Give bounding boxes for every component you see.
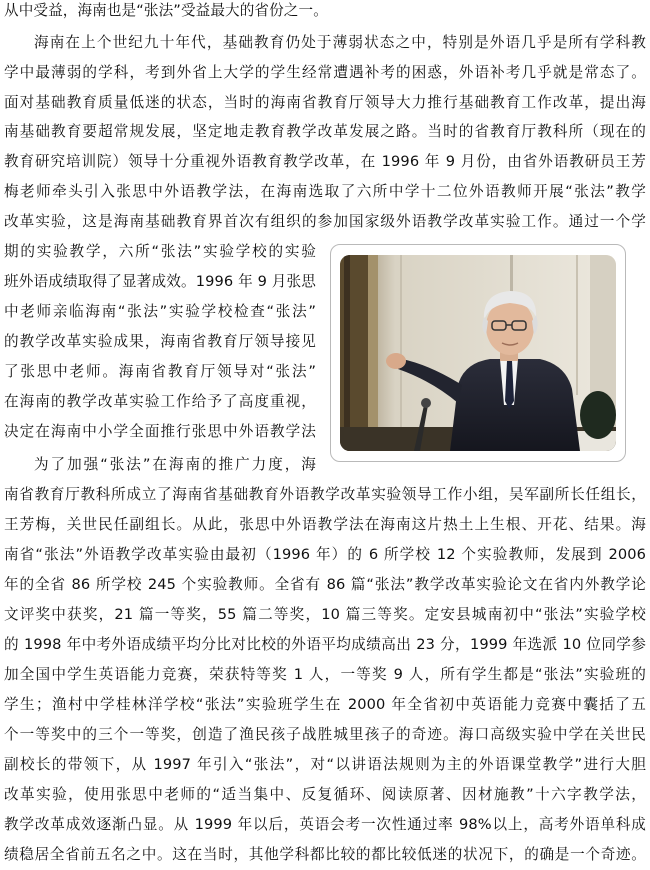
paragraph-line: 学中最薄弱的学科，考到外省上大学的学生经常遭遇补考的困惑，外语补考几乎就是常态了。 bbox=[4, 64, 646, 81]
paragraph-line: 中老师亲临海南“张法”实验学校检查“张法” bbox=[4, 303, 316, 320]
paragraph-line: 王芳梅，关世民任副组长。从此，张思中外语教学法在海南这片热土上生根、开花、结果。海 bbox=[4, 516, 646, 533]
paragraph-line: 的 1998 年中考外语成绩平均分比对比校的外语平均成绩高出 23 分，1999 年选派 10 位同学参 bbox=[4, 636, 646, 653]
paragraph-line: 了张思中老师。海南省教育厅领导对“张法” bbox=[4, 363, 316, 380]
paragraph-line: 副校长的带领下，从 1997 年引入“张法”，对“以讲语法规则为主的外语课堂教学”进行大胆 bbox=[4, 756, 646, 773]
paragraph-line: 南基础教育要超常规发展，坚定地走教育教学改革发展之路。当时的省教育厅教科所（现在的 bbox=[4, 123, 646, 140]
paragraph-line: 面对基础教育质量低迷的状态，当时的海南省教育厅领导大力推行基础教育工作改革，提出海 bbox=[4, 94, 646, 111]
paragraph-line: 年的全省 86 所学校 245 个实验教师。全省有 86 篇“张法”教学改革实验论文在省内外教学论 bbox=[4, 576, 646, 593]
paragraph-line: 加全国中学生英语能力竞赛，荣获特等奖 1 人，一等奖 9 人，所有学生都是“张法”实验班的 bbox=[4, 666, 646, 683]
paragraph-line: 学生；渔村中学桂林洋学校“张法”实验班学生在 2000 年全省初中英语能力竞赛中囊括了五 bbox=[4, 696, 646, 713]
paragraph-line: 海南在上个世纪九十年代，基础教育仍处于薄弱状态之中，特别是外语几乎是所有学科教 bbox=[34, 34, 646, 51]
paragraph-line: 为了加强“张法”在海南的推广力度，海 bbox=[34, 456, 316, 473]
paragraph-line: 从中受益，海南也是“张法”受益最大的省份之一。 bbox=[4, 2, 328, 19]
paragraph-line: 的教学改革实验成果，海南省教育厅领导接见 bbox=[4, 333, 316, 350]
paragraph-line: 绩稳居全省前五名之中。这在当时，其他学科都比较的都比较低迷的状况下，的确是一个奇迹。 bbox=[4, 846, 646, 863]
paragraph-line: 文评奖中获奖，21 篇一等奖，55 篇二等奖，10 篇三等奖。定安县城南初中“张法”实验学校 bbox=[4, 606, 646, 623]
paragraph-line: 改革实验，使用张思中老师的“适当集中、反复循环、阅读原著、因材施教”十六字教学法， bbox=[4, 786, 646, 803]
paragraph-line: 教育研究培训院）领导十分重视外语教育教学改革，在 1996 年 9 月份，由省外语教研员王芳 bbox=[4, 153, 646, 170]
paragraph-line: 南省教育厅教科所成立了海南省基础教育外语教学改革实验领导工作小组，吴军副所长任组长， bbox=[4, 486, 646, 503]
paragraph-line: 南省“张法”外语教学改革实验由最初（1996 年）的 6 所学校 12 个实验教师，发展到 2006 bbox=[4, 546, 646, 563]
paragraph-line: 教学改革成效逐渐凸显。从 1999 年以后，英语会考一次性通过率 98%以上，高考外语单科成 bbox=[4, 816, 646, 833]
paragraph-line: 在海南的教学改革实验工作给予了高度重视， bbox=[4, 393, 316, 410]
photo-frame bbox=[330, 244, 626, 462]
paragraph-line: 期的实验教学，六所“张法”实验学校的实验 bbox=[4, 243, 316, 260]
paragraph-line: 班外语成绩取得了显著成效。1996 年 9 月张思 bbox=[4, 273, 316, 290]
paragraph-line: 梅老师牵头引入张思中外语教学法，在海南选取了六所中学十二位外语教师开展“张法”教学 bbox=[4, 183, 646, 200]
paragraph-line: 改革实验，这是海南基础教育界首次有组织的参加国家级外语教学改革实验工作。通过一个学 bbox=[4, 213, 646, 230]
photo-of-speaker-icon bbox=[340, 255, 616, 451]
paragraph-line: 个一等奖中的三个一等奖，创造了渔民孩子战胜城里孩子的奇迹。海口高级实验中学在关世民 bbox=[4, 726, 646, 743]
paragraph-line: 决定在海南中小学全面推行张思中外语教学法 bbox=[4, 423, 316, 440]
